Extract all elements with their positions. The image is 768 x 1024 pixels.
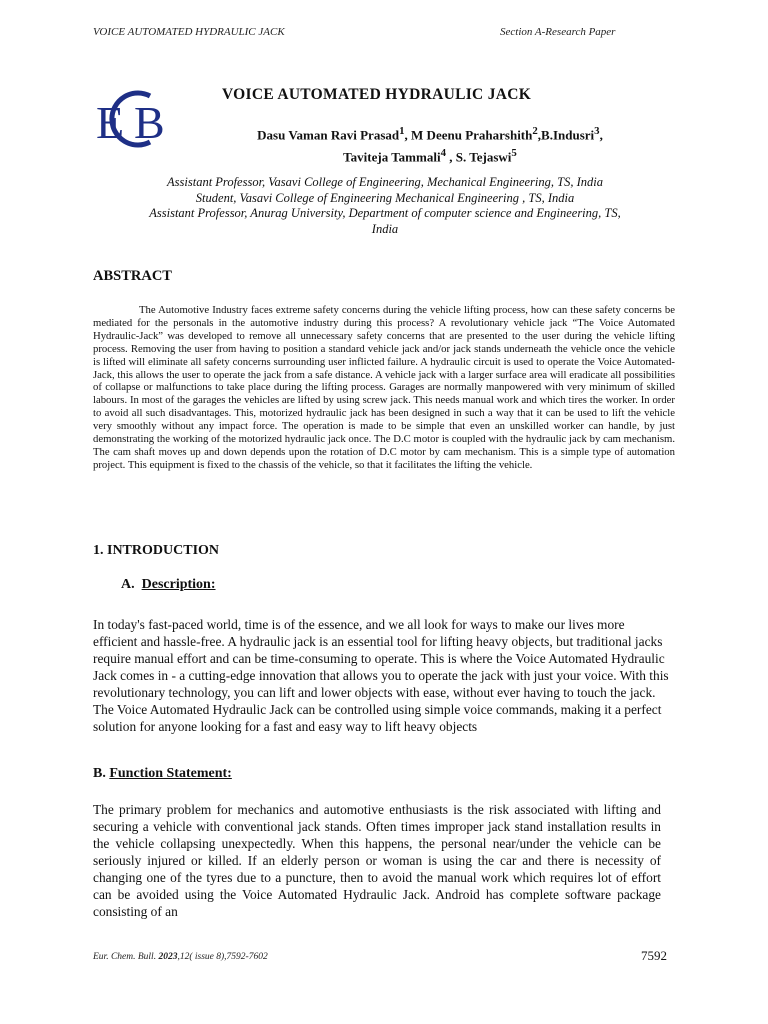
- function-statement-paragraph: [93, 801, 661, 920]
- subsection-b-title: Function Statement:: [109, 766, 232, 781]
- affiliation-1: Assistant Professor, Vasavi College of Engineering, Mechanical Engineering, TS, India: [167, 175, 603, 189]
- abstract-heading: ABSTRACT: [93, 268, 172, 284]
- author-1-sup: 1: [399, 125, 405, 137]
- paper-title: VOICE AUTOMATED HYDRAULIC JACK: [222, 86, 532, 103]
- logo-letter-e: E: [96, 97, 125, 148]
- logo-letter-b: B: [134, 97, 165, 148]
- author-line-2: [150, 144, 710, 166]
- affiliation-3: Assistant Professor, Anurag University, Department of computer science and Engineering, TS,: [149, 206, 621, 220]
- author-4-sup: 4: [440, 147, 446, 160]
- affiliation-2: Student, Vasavi College of Engineering Mechanical Engineering , TS, India: [195, 190, 575, 205]
- abstract-text: The Automotive Industry faces extreme safety concerns during the vehicle lifting process, how can these safety concerns be mediated for the personals in the automotive industry during this process? A revolutionary vehicle jack “The Voice Automated Hydraulic-Jack” was developed to remove all unnecessary safety concerns that are presented to the user during the vehicle lifting process. Removing the user from having to position a standard vehicle jack and/or jack stands underneath the vehicle once the vehicle is lifted will eliminate all safety concerns surrounding user inflicted failure. A hydraulic circuit is used to operate the Voice Automated-Jack, this allows the user to operate the jack from a safe distance. A vehicle jack with a larger surface area will eradicate all possibilities of collapse or malfunctions to take place during the lifting process. Garages are normally manpowered with very minimum of skilled labours. In most of the garages the vehicles are lifted by using screw jack. This needs manual work and which tires the worker. In order to avoid all such disadvantages. This, motorized hydraulic jack has been designed in such a way that it can be used to lift the vehicle very smoothly without any impact force. The operation is made to be simple that even an unskilled worker can handle, by just demonstrating the working of the motorized hydraulic jack once. The D.C motor is coupled with the hydraulic jack by cam mechanism. The cam shaft moves up and down depends upon the rotation of D.C motor by cam mechanism. This is a simple type of automation project. This equipment is fixed to the chassis of the vehicle, so that it facilitates the lifting the vehicle.: [93, 304, 675, 471]
- author-3: ,B.Indusri: [537, 127, 595, 143]
- subsection-a-heading: [121, 577, 216, 593]
- running-header-title: VOICE AUTOMATED HYDRAULIC JACK: [93, 26, 285, 38]
- affiliation-3-cont: India: [371, 221, 399, 236]
- author-1: Dasu Vaman Ravi Prasad: [257, 127, 400, 143]
- author-4: Taviteja Tammali: [343, 149, 441, 165]
- author-5: , S. Tejaswi: [446, 149, 512, 165]
- introduction-heading: 1. INTRODUCTION: [93, 543, 220, 558]
- affiliations: [90, 175, 680, 237]
- author-3-sup: 3: [594, 125, 600, 137]
- author-2: , M Deenu Praharshith: [404, 127, 533, 143]
- author-list: [150, 122, 710, 167]
- subsection-b-heading: [93, 766, 232, 782]
- abstract-body: [93, 304, 675, 472]
- subsection-a-prefix: A.: [121, 577, 135, 592]
- author-line-1-end: ,: [599, 127, 603, 143]
- footer-journal: Eur. Chem. Bull.: [93, 952, 157, 962]
- author-line-1: [150, 122, 710, 144]
- function-statement-text: The primary problem for mechanics and automotive enthusiasts is the risk associated with lifting and securing a vehicle with conventional jack stands. Often times improper jack stand installation results in the vehicle collapsing unexpectedly. When this happens, the personal near/under the vehicle can be seriously injured or killed. If an elderly person or woman is using the car and there is necessity of changing one of the tyres due to a puncture, then to avoid the manual work which requires lot of effort can be avoided using the Voice Automated Hydraulic Jack. Android has complete software package consisting of an: [93, 802, 661, 919]
- footer-citation: [93, 952, 268, 962]
- running-header-section: Section A-Research Paper: [500, 26, 616, 38]
- author-2-sup: 2: [532, 125, 538, 137]
- page-number: 7592: [641, 948, 667, 963]
- subsection-a-title: Description:: [141, 577, 216, 592]
- footer-year: 2023: [158, 952, 178, 962]
- author-5-sup: 5: [511, 147, 517, 160]
- description-paragraph: [93, 616, 671, 735]
- description-text: In today's fast-paced world, time is of the essence, and we all look for ways to make our lives more efficient and hassle-free. A hydraulic jack is an essential tool for lifting heavy objects, but traditional jacks require manual effort and can be time-consuming to operate. This is where the Voice Automated Hydraulic Jack comes in - a cutting-edge innovation that allows you to operate the jack with just your voice. With this revolutionary technology, you can lift and lower objects with ease, without ever having to touch the jack. The Voice Automated Hydraulic Jack can be controlled using simple voice commands, making it a perfect solution for anyone looking for a fast and easy way to lift heavy objects: [93, 617, 669, 734]
- subsection-b-prefix: B.: [93, 766, 106, 781]
- footer-volume: ,12( issue 8),7592-7602: [177, 952, 268, 962]
